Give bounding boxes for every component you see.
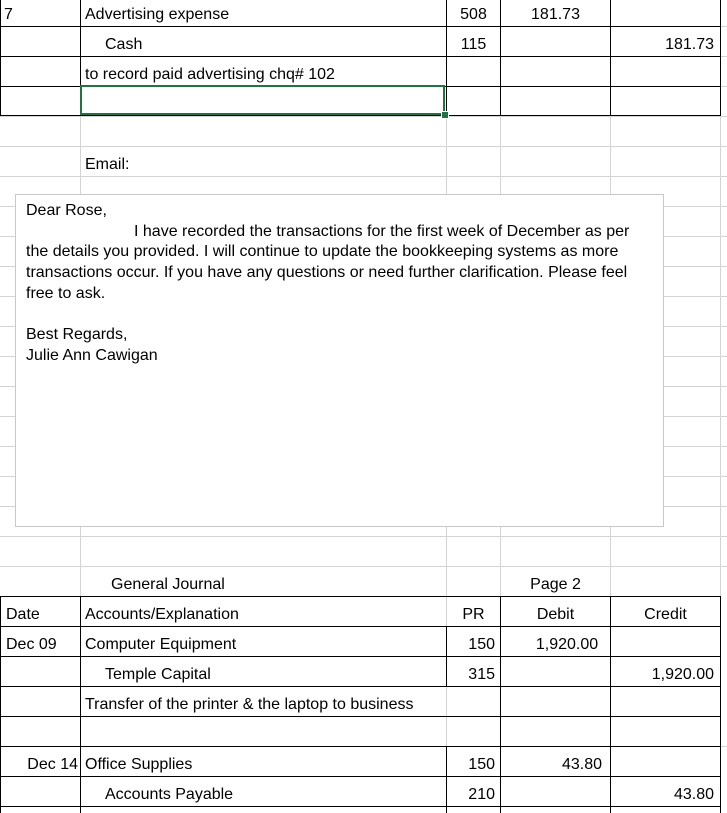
entry2-credit-pr[interactable]: 210: [468, 786, 495, 803]
cell-border: [0, 26, 721, 27]
header-debit[interactable]: Debit: [536, 606, 575, 623]
header-account[interactable]: Accounts/Explanation: [85, 606, 239, 623]
selected-cell[interactable]: [80, 85, 445, 115]
entry1-date[interactable]: Dec 09: [6, 636, 57, 653]
cell-border: [0, 656, 721, 657]
debit-amount-cell[interactable]: 181.73: [531, 6, 580, 23]
gridline: [0, 146, 727, 147]
entry1-credit-amount[interactable]: 1,920.00: [651, 666, 714, 683]
email-body: I have recorded the transactions for the first week of December as per the details you provided. I will continue to update the bookkeeping systems as more transactions occur. If you have any questions or need further clarification. Please feel free to ask.: [26, 222, 630, 302]
entry1-explanation[interactable]: Transfer of the printer & the laptop to business: [85, 696, 414, 713]
cell-border: [0, 716, 721, 717]
gridline: [0, 176, 727, 177]
email-text-box[interactable]: [15, 194, 664, 527]
entry1-debit-amount[interactable]: 1,920.00: [535, 636, 599, 653]
email-signature: Julie Ann Cawigan: [26, 346, 158, 364]
cell-border: [0, 806, 721, 807]
header-credit[interactable]: Credit: [644, 606, 687, 623]
cell-border: [720, 0, 721, 116]
cell-border: [0, 686, 721, 687]
credit-pr-cell[interactable]: 115: [460, 36, 487, 53]
entry2-credit-amount[interactable]: 43.80: [673, 786, 714, 803]
credit-account-cell[interactable]: Cash: [105, 36, 143, 53]
gridline: [0, 566, 727, 567]
cell-border: [720, 596, 721, 813]
cell-border: [610, 0, 611, 116]
entry2-date[interactable]: Dec 14: [27, 756, 78, 773]
email-label[interactable]: Email:: [85, 156, 130, 173]
header-date[interactable]: Date: [6, 606, 40, 623]
entry2-debit-account[interactable]: Office Supplies: [85, 756, 193, 773]
debit-pr-cell[interactable]: 508: [460, 6, 487, 23]
cell-border: [0, 746, 721, 747]
cell-border: [80, 596, 81, 813]
journal-page-number[interactable]: Page 2: [530, 576, 581, 593]
fill-handle[interactable]: [441, 111, 449, 119]
email-greeting: Dear Rose,: [26, 202, 107, 219]
gridline: [0, 536, 727, 537]
entry1-credit-account[interactable]: Temple Capital: [105, 666, 211, 683]
cell-border: [0, 596, 721, 597]
cell-border: [610, 596, 611, 813]
cell-border: [0, 626, 721, 627]
entry1-debit-pr[interactable]: 150: [468, 636, 495, 653]
journal-title[interactable]: General Journal: [111, 576, 225, 593]
header-pr[interactable]: PR: [462, 606, 485, 623]
entry2-credit-account[interactable]: Accounts Payable: [105, 786, 234, 803]
cell-border: [0, 776, 721, 777]
entry2-debit-amount[interactable]: 43.80: [561, 756, 602, 773]
cell-border: [0, 115, 721, 116]
cell-border: [0, 56, 721, 57]
gridline: [0, 116, 727, 117]
email-closing: Best Regards,: [26, 326, 128, 344]
cell-border: [500, 596, 501, 813]
cell-border: [0, 0, 1, 116]
entry-day-cell[interactable]: 7: [4, 6, 13, 23]
entry1-debit-account[interactable]: Computer Equipment: [85, 636, 237, 653]
entry1-credit-pr[interactable]: 315: [468, 666, 495, 683]
credit-amount-cell[interactable]: 181.73: [665, 36, 714, 53]
entry2-debit-pr[interactable]: 150: [468, 756, 495, 773]
debit-account-cell[interactable]: Advertising expense: [85, 6, 230, 23]
cell-border: [0, 596, 1, 813]
explanation-cell[interactable]: to record paid advertising chq# 102: [85, 66, 335, 83]
